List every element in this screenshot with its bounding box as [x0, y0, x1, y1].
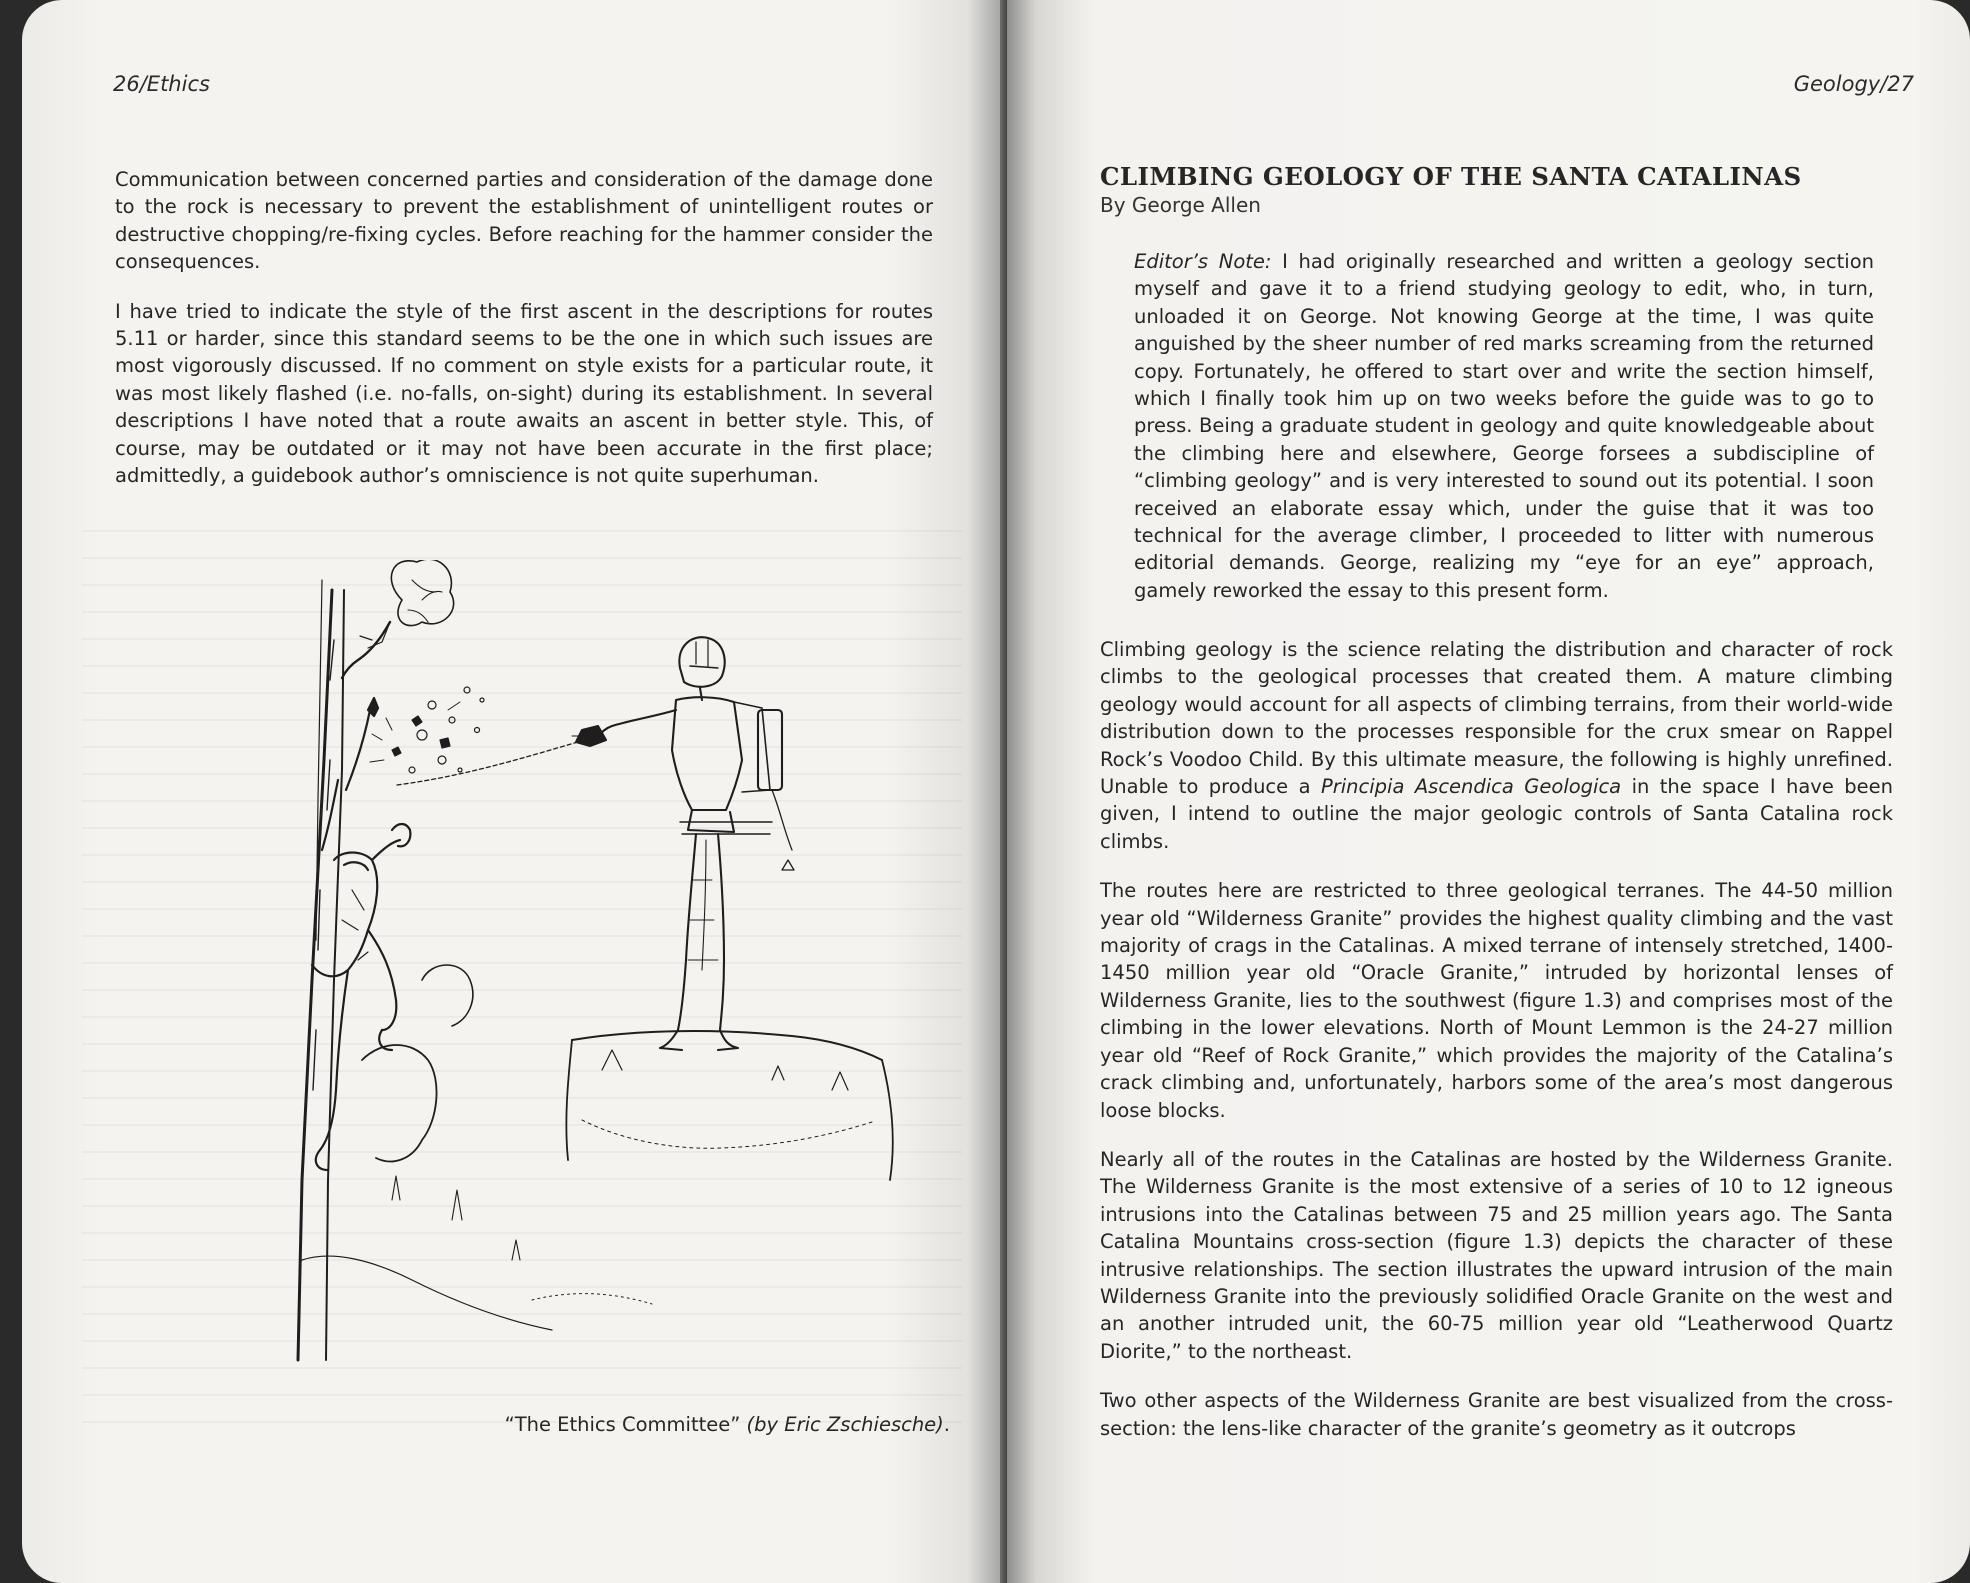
caption-period: . [943, 1413, 950, 1436]
editors-note [1134, 248, 1874, 604]
rock-debris [370, 687, 484, 773]
geology-paragraph-2: The routes here are restricted to three geological terranes. The 44-50 million year old “Wilderness Granite” provides the highest quality climbing and the vast majority of crags in the Catalinas. A mixed terrane of intensely stretched, 1400-1450 million year old “Oracle Granite,” intruded by horizontal lenses of Wilderness Granite, lies to the southwest (figure 1.3) and comprises most of the climbing in the lower elevations. North of Mount Lemmon is the 24-27 million year old “Reef of Rock Granite,” which provides the majority of the Catalina’s crack climbing and, unfortunately, harbors some of the area’s most dangerous loose blocks. [1100, 879, 1893, 1122]
principia-title: Principia Ascendica Geologica [1320, 775, 1622, 799]
caption-credit: (by Eric Zschiesche) [746, 1413, 944, 1436]
ethics-committee-illustration [272, 560, 972, 1380]
rope [316, 580, 322, 940]
robot-figure [572, 637, 794, 1050]
article-byline: By George Allen [1100, 193, 1261, 217]
right-page [1007, 0, 1970, 1583]
geology-paragraph-1-end: in the space I have been given, I intend to outline the major geologic controls of Santa Catalina rock climbs. [1100, 775, 1893, 853]
left-body-text [115, 166, 933, 511]
editors-note-text: I had originally researched and written a geology section myself and gave it to a friend studying geology to edit, who, in turn, unloaded it on George. Not knowing George at the time, I was quite anguished by the sheer number of red marks screaming from the returned copy. Fortunately, he offered to start over and write the section himself, which I finally took him up on two weeks before the guide was to go to press. Being a graduate student in geology and quite knowledgeable about the climbing here and elsewhere, George forsees a subdiscipline of “climbing geology” and is very interested to sound out its potential. I soon received an elaborate essay which, under the guise that it was too technical for the average climber, I proceeded to litter with numerous editorial demands. George, realizing my “eye for an eye” approach, gamely reworked the essay to this present form. [1134, 250, 1874, 602]
ethics-paragraph-2: I have tried to indicate the style of the first ascent in the descriptions for routes 5.11 or harder, since this standard seems to be the one in which such issues are most vigorously discussed. If no comment on style exists for a particular route, it was most likely flashed (i.e. no-falls, on-sight) during its establishment. In several descriptions I have noted that a route awaits an ascent in better style. This, of course, may be outdated or it may not have been accurate in the first place; admittedly, a guidebook author’s omniscience is not quite superhuman. [115, 299, 933, 488]
uprooted-tree [342, 560, 454, 678]
caption-title: “The Ethics Committee” [504, 1413, 741, 1436]
summit-ground [572, 1031, 882, 1060]
spray-stream [397, 735, 602, 785]
ethics-paragraph-1: Communication between concerned parties and consideration of the damage done to the rock is necessary to prevent the establishment of unintelligent routes or destructive chopping/re-fixing cycles. Before reaching for the hammer consider the consequences. [115, 168, 933, 274]
geology-paragraph-3: Nearly all of the routes in the Catalinas are hosted by the Wilderness Granite. The Wilderness Granite is the most extensive of a series of 10 to 12 igneous intrusions into the Catalinas between 75 and 25 million years ago. The Santa Catalina Mountains cross-section (figure 1.3) depicts the character of these intrusive relationships. The section illustrates the upward intrusion of the main Wilderness Granite into the previously solidified Oracle Granite on the west and an another intruded unit, the 60-75 million year old “Leatherwood Quartz Diorite,” to the northeast. [1100, 1147, 1893, 1363]
geology-paragraph-1 [1100, 636, 1893, 855]
climber-figure [312, 698, 410, 1170]
geology-body-text [1100, 636, 1893, 1464]
geology-paragraph-4: Two other aspects of the Wilderness Granite are best visualized from the cross-section: the lens-like character of the granite’s geometry as it outcrops [1100, 1389, 1893, 1440]
illustration-caption [442, 1413, 950, 1436]
lower-rock [362, 1045, 437, 1161]
geology-paragraph-1-start: Climbing geology is the science relating the distribution and character of rock climbs to the geological processes that created them. A mature climbing geology would account for all aspects of climbing terrains, from their world-wide distribution down to the processes responsible for the crux smear on Rappel Rock’s Voodoo Child. By this ultimate measure, the following is highly unrefined. Unable to produce a [1100, 638, 1893, 799]
left-running-head: 26/Ethics [113, 72, 210, 96]
editors-note-lead: Editor’s Note: [1134, 250, 1272, 273]
right-running-head: Geology/27 [1793, 72, 1914, 96]
article-title: CLIMBING GEOLOGY OF THE SANTA CATALINAS [1100, 162, 1802, 191]
left-page [22, 0, 1007, 1583]
